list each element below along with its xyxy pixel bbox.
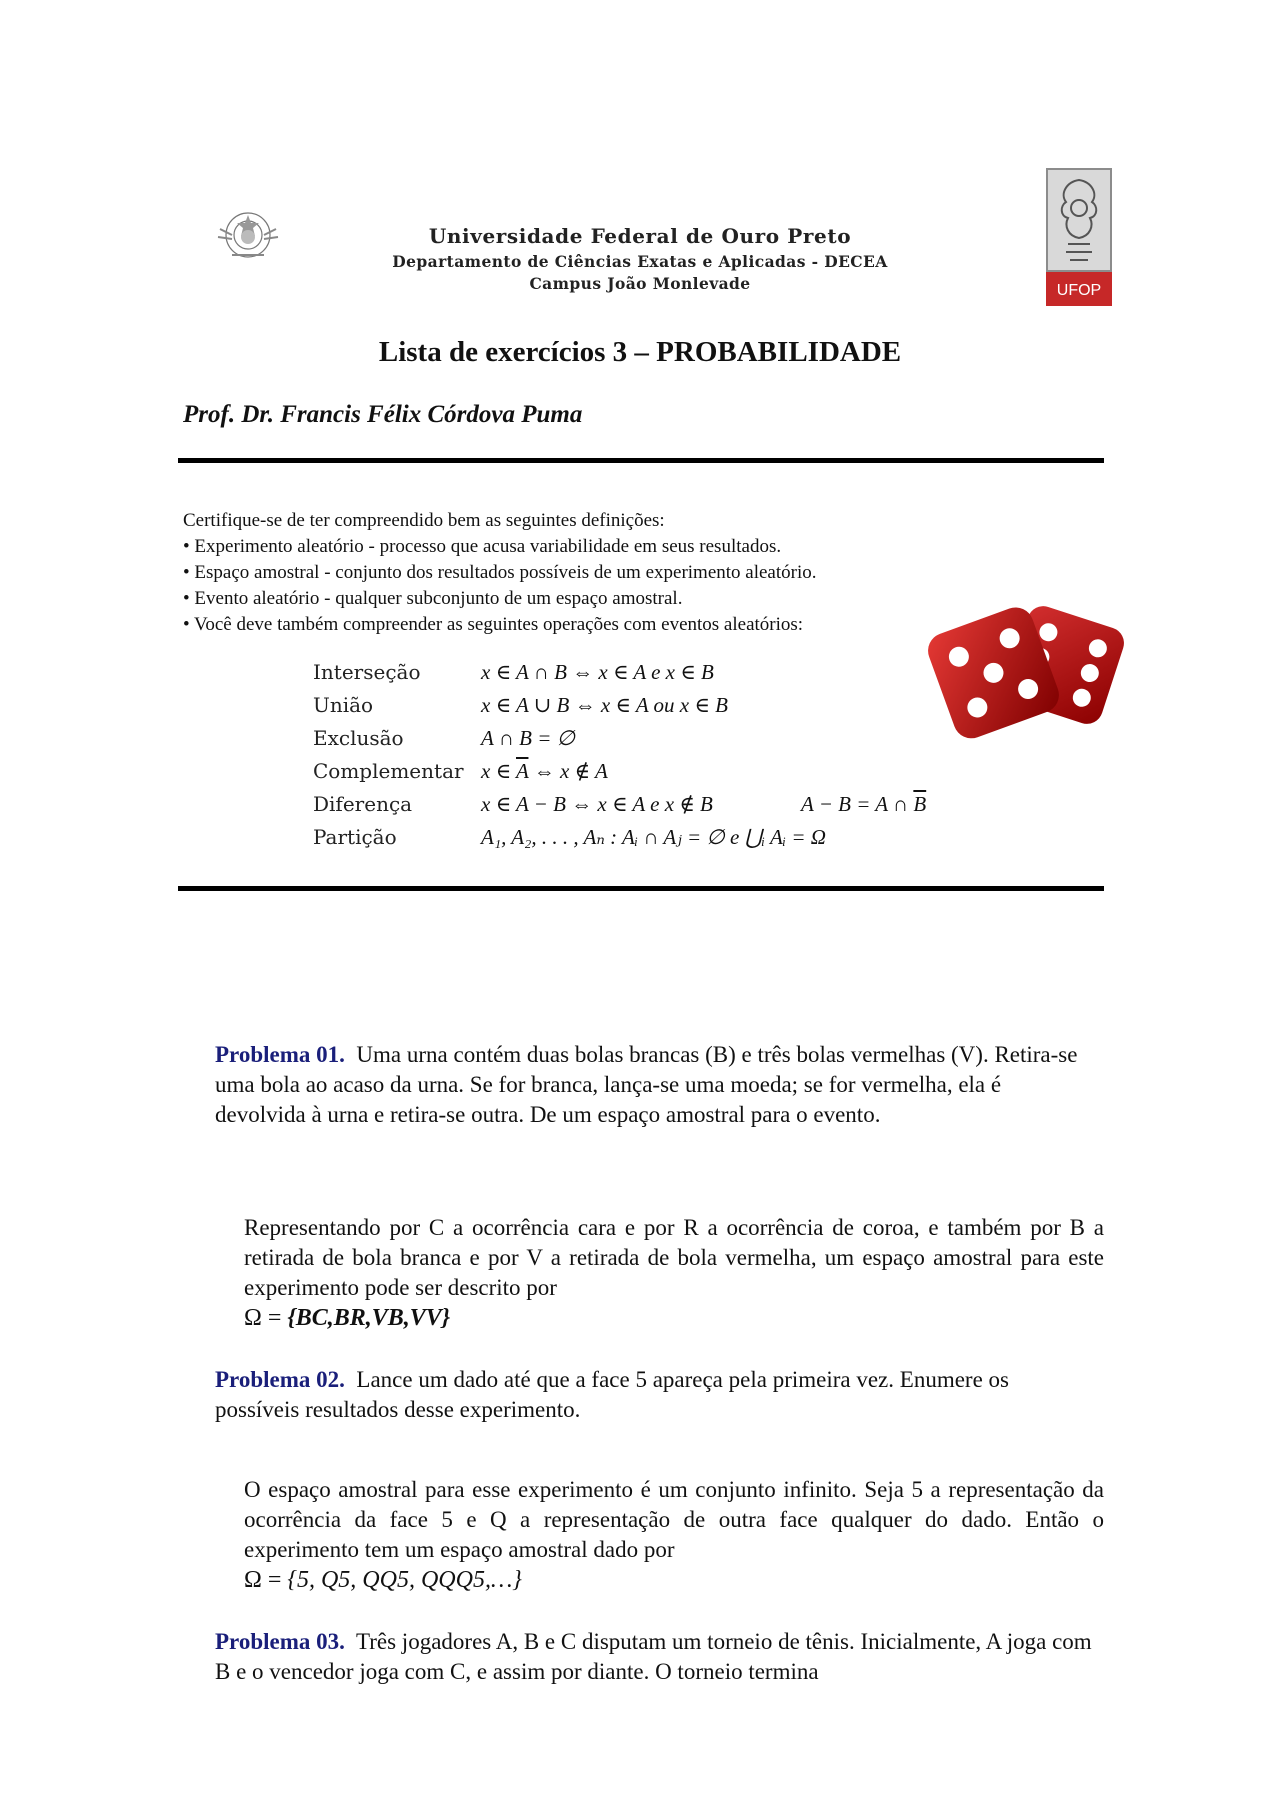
definition-item: • Experimento aleatório - processo que acusa variabilidade em seus resultados.: [183, 536, 782, 557]
sample-space: Ω = {BC,BR,VB,VV}: [244, 1305, 451, 1331]
operation-formula: A ∩ B = ∅: [481, 726, 575, 750]
brasil-coat-of-arms-icon: [212, 205, 284, 265]
department-name: Departamento de Ciências Exatas e Aplicadas - DECEA: [392, 252, 888, 271]
operation-formula: x ∈ A − B ⇔ x ∈ A e x ∉ B: [481, 792, 713, 816]
problem-01-answer: [244, 1213, 1104, 1333]
campus-name: Campus João Monlevade: [529, 274, 751, 293]
operation-name: Partição: [313, 825, 397, 849]
document-title: Lista de exercícios 3 – PROBABILIDADE: [378, 336, 902, 368]
operation-formula: A₁, A₂, . . . , Aₙ : Aᵢ ∩ Aⱼ = ∅ e ⋃ᵢ Aᵢ = Ω: [481, 825, 826, 849]
operation-formula: x ∈ A ∪ B ⇔ x ∈ A ou x ∈ B: [481, 693, 728, 717]
problem-text: Lance um dado até que a face 5 apareça pela primeira vez. Enumere os possíveis resultados desse experimento.: [215, 1367, 1009, 1422]
problem-label: Problema 01.: [215, 1042, 345, 1067]
operation-name: Diferença: [313, 792, 413, 816]
problem-label: Problema 03.: [215, 1629, 345, 1654]
problem-02: [215, 1365, 1095, 1425]
operation-formula-extra: A − B = A ∩ $\overline{B}$: [801, 792, 927, 816]
definition-item: • Espaço amostral - conjunto dos resultados possíveis de um experimento aleatório.: [183, 562, 817, 583]
definition-item: • Você deve também compreender as seguintes operações com eventos aleatórios:: [183, 614, 804, 635]
definition-item: • Evento aleatório - qualquer subconjunto de um espaço amostral.: [183, 588, 683, 609]
logo-text: UFOP: [1056, 282, 1102, 299]
operation-name: Exclusão: [313, 726, 404, 750]
definitions-block: [183, 508, 817, 638]
university-name: Universidade Federal de Ouro Preto: [428, 224, 852, 248]
problem-03: [215, 1627, 1095, 1687]
operation-formula: x ∈ $\overline{A}$ ⇔ x ∉ A: [481, 759, 608, 783]
answer-text: Representando por C a ocorrência cara e por R a ocorrência de coroa, e também por B a retirada de bola branca e por V a retirada de bola vermelha, um espaço amostral para este experimento pode ser descrito por: [244, 1215, 1104, 1300]
red-dice-icon: [905, 596, 1155, 774]
problem-01: [215, 1040, 1095, 1130]
sample-space: Ω = {5, Q5, QQ5, QQQ5,…}: [244, 1567, 522, 1593]
answer-text: O espaço amostral para esse experimento é um conjunto infinito. Seja 5 a representação da ocorrência da face 5 e Q a representação de outra face qualquer do dado. Então o experimento tem um espaço amostral dado por: [244, 1477, 1104, 1562]
operation-name: União: [313, 693, 374, 717]
ufop-logo: [1046, 168, 1112, 306]
bottom-divider: [178, 886, 1104, 891]
operation-name: Interseção: [313, 660, 421, 684]
author-name: Prof. Dr. Francis Félix Córdova Puma: [183, 401, 583, 428]
ufop-emblem-icon: [1046, 168, 1112, 306]
problem-text: Três jogadores A, B e C disputam um torneio de tênis. Inicialmente, A joga com B e o vencedor joga com C, e assim por diante. O torneio termina: [215, 1629, 1092, 1684]
definitions-intro: Certifique-se de ter compreendido bem as seguintes definições:: [183, 510, 665, 531]
problem-label: Problema 02.: [215, 1367, 345, 1392]
operation-name: Complementar: [313, 759, 464, 783]
problem-02-answer: [244, 1475, 1104, 1595]
problem-text: Uma urna contém duas bolas brancas (B) e três bolas vermelhas (V). Retira-se uma bola ao acaso da urna. Se for branca, lança-se uma moeda; se for vermelha, ela é devolvida à urna e retira-se outra. De um espaço amostral para o evento.: [215, 1042, 1078, 1127]
top-divider: [178, 458, 1104, 463]
operation-formula: x ∈ A ∩ B ⇔ x ∈ A e x ∈ B: [481, 660, 714, 684]
